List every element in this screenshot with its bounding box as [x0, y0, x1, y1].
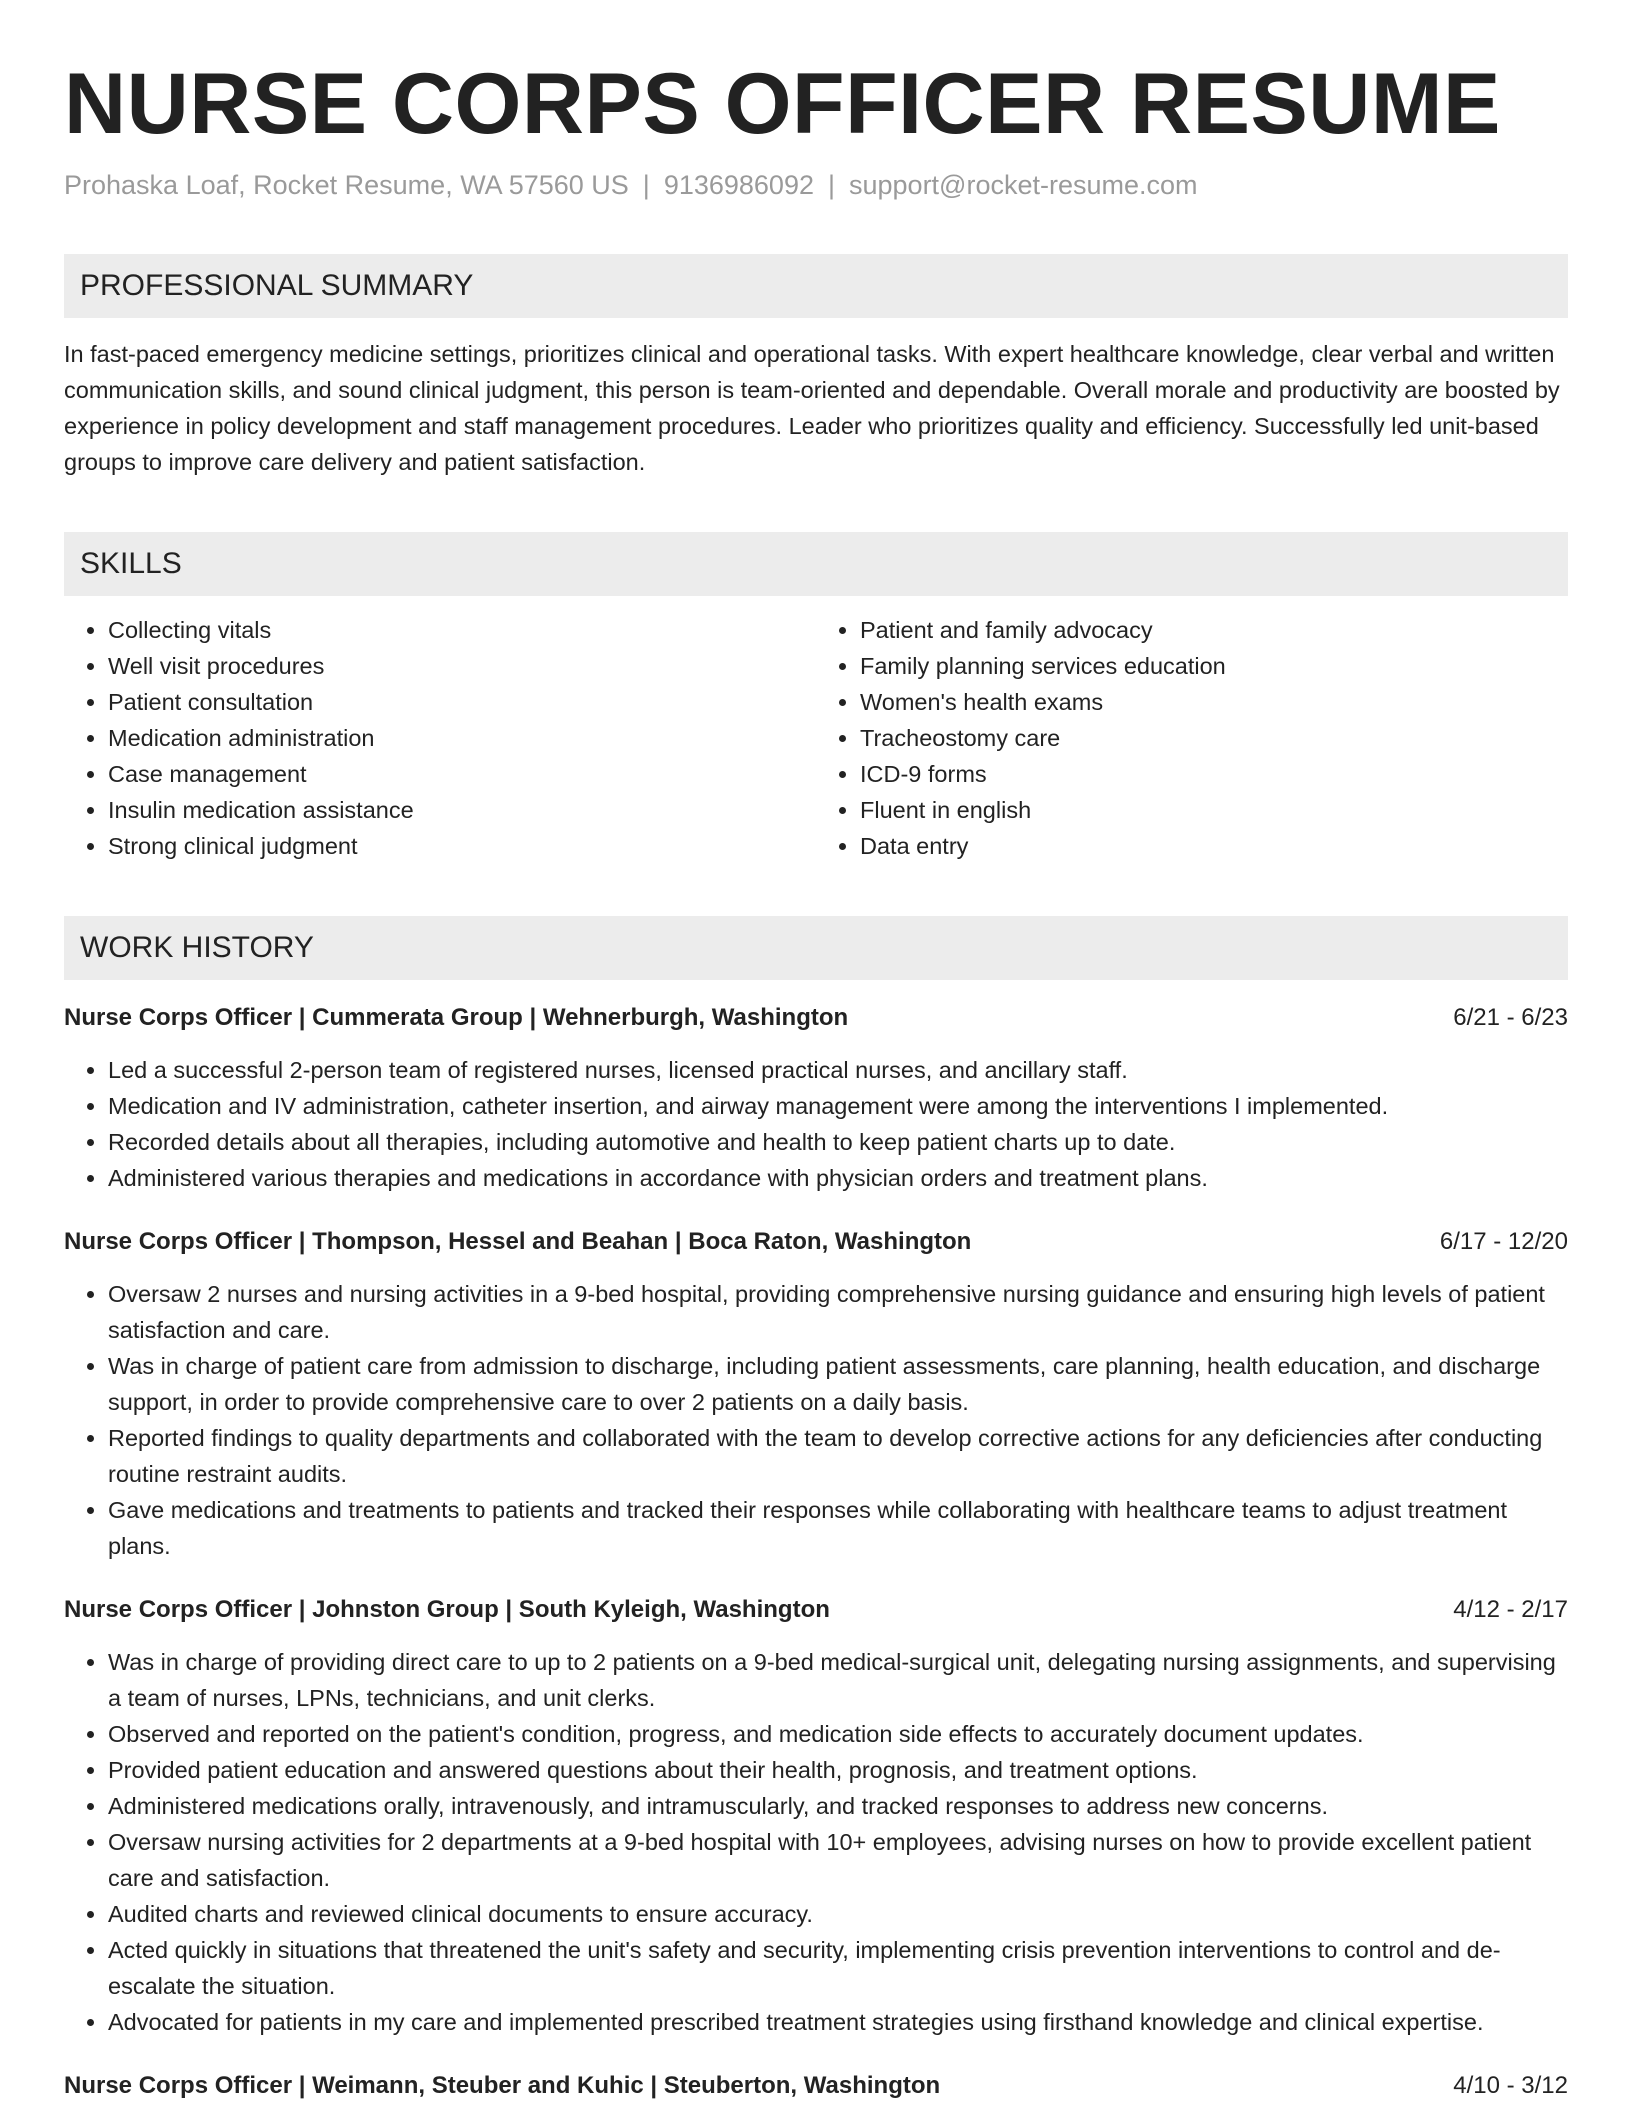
contact-line	[64, 168, 1568, 202]
job-bullet: • Oversaw 2 nurses and nursing activities in a 9-bed hospital, providing comprehensive nursing guidance and ensuring high levels of patient satisfaction and care.	[108, 1276, 1568, 1348]
job-bullet: • Administered various therapies and medications in accordance with physician orders and treatment plans.	[108, 1160, 1568, 1196]
job-bullets	[64, 1052, 1568, 1196]
skill-item: • Medication administration	[108, 720, 816, 756]
skills-column-left	[64, 612, 816, 864]
job-bullet: • Led a successful 2-person team of registered nurses, licensed practical nurses, and ancillary staff.	[108, 1052, 1568, 1088]
contact-separator: |	[642, 170, 650, 200]
contact-address: Prohaska Loaf, Rocket Resume, WA 57560 US	[64, 170, 629, 200]
skill-item: • Data entry	[860, 828, 1568, 864]
skill-item: • Case management	[108, 756, 816, 792]
skill-item: • Strong clinical judgment	[108, 828, 816, 864]
job-entry	[64, 2068, 1568, 2104]
job-bullet: • Gave medications and treatments to patients and tracked their responses while collaborating with healthcare teams to adjust treatment plans.	[108, 1492, 1568, 1564]
job-header	[64, 1224, 1568, 1260]
job-entry	[64, 1224, 1568, 1564]
job-bullet: • Was in charge of patient care from admission to discharge, including patient assessments, care planning, health education, and discharge support, in order to provide comprehensive care to over 2 patients on a daily basis.	[108, 1348, 1568, 1420]
contact-phone: 9136986092	[663, 170, 814, 200]
skill-item: • Insulin medication assistance	[108, 792, 816, 828]
skill-item: • Women's health exams	[860, 684, 1568, 720]
job-dates: 6/17 - 12/20	[1439, 1228, 1568, 1255]
job-dates: 6/21 - 6/23	[1453, 1004, 1568, 1031]
job-bullet: • Was in charge of providing direct care to up to 2 patients on a 9-bed medical-surgical unit, delegating nursing assignments, and supervising a team of nurses, LPNs, technicians, and unit clerks.	[108, 1644, 1568, 1716]
skills-column-right	[816, 612, 1568, 864]
job-heading: Nurse Corps Officer | Cummerata Group | Wehnerburgh, Washington	[64, 1004, 849, 1031]
skill-item: • ICD-9 forms	[860, 756, 1568, 792]
job-bullet: • Acted quickly in situations that threatened the unit's safety and security, implementing crisis prevention interventions to control and de-escalate the situation.	[108, 1932, 1568, 2004]
resume-title: NURSE CORPS OFFICER RESUME	[64, 56, 1501, 152]
job-entry	[64, 1592, 1568, 2040]
section-header-summary: PROFESSIONAL SUMMARY	[64, 254, 1568, 318]
job-bullet: • Observed and reported on the patient's condition, progress, and medication side effects to accurately document updates.	[108, 1716, 1568, 1752]
section-header-skills: SKILLS	[64, 532, 1568, 596]
job-bullet: • Recorded details about all therapies, including automotive and health to keep patient charts up to date.	[108, 1124, 1568, 1160]
job-bullet: • Advocated for patients in my care and implemented prescribed treatment strategies using firsthand knowledge and clinical expertise.	[108, 2004, 1568, 2040]
job-bullet: • Medication and IV administration, catheter insertion, and airway management were among the interventions I implemented.	[108, 1088, 1568, 1124]
job-header	[64, 1000, 1568, 1036]
job-bullets	[64, 1644, 1568, 2040]
job-dates: 4/12 - 2/17	[1453, 1596, 1568, 1623]
job-bullet: • Administered medications orally, intravenously, and intramuscularly, and tracked responses to address new concerns.	[108, 1788, 1568, 1824]
job-header	[64, 1592, 1568, 1628]
job-heading: Nurse Corps Officer | Johnston Group | South Kyleigh, Washington	[64, 1596, 830, 1623]
job-bullet: • Provided patient education and answered questions about their health, prognosis, and treatment options.	[108, 1752, 1568, 1788]
job-bullet: • Oversaw nursing activities for 2 departments at a 9-bed hospital with 10+ employees, advising nurses on how to provide excellent patient care and satisfaction.	[108, 1824, 1568, 1896]
contact-separator: |	[827, 170, 835, 200]
job-bullets	[64, 1276, 1568, 1564]
skill-item: • Well visit procedures	[108, 648, 816, 684]
job-header	[64, 2068, 1568, 2104]
skill-item: • Patient and family advocacy	[860, 612, 1568, 648]
job-heading: Nurse Corps Officer | Thompson, Hessel and Beahan | Boca Raton, Washington	[64, 1228, 972, 1255]
job-heading: Nurse Corps Officer | Weimann, Steuber and Kuhic | Steuberton, Washington	[64, 2072, 941, 2099]
job-bullet: • Reported findings to quality departments and collaborated with the team to develop corrective actions for any deficiencies after conducting routine restraint audits.	[108, 1420, 1568, 1492]
job-entry	[64, 1000, 1568, 1196]
job-bullet: • Audited charts and reviewed clinical documents to ensure accuracy.	[108, 1896, 1568, 1932]
skill-item: • Fluent in english	[860, 792, 1568, 828]
job-dates: 4/10 - 3/12	[1453, 2072, 1568, 2099]
summary-text: In fast-paced emergency medicine settings, prioritizes clinical and operational tasks. With expert healthcare knowledge, clear verbal and written communication skills, and sound clinical judgment, this person is team-oriented and dependable. Overall morale and productivity are boosted by experience in policy development and staff management procedures. Leader who prioritizes quality and efficiency. Successfully led unit-based groups to improve care delivery and patient satisfaction.	[64, 341, 1560, 475]
skill-item: • Tracheostomy care	[860, 720, 1568, 756]
contact-email: support@rocket-resume.com	[849, 170, 1198, 200]
skill-item: • Collecting vitals	[108, 612, 816, 648]
skill-item: • Family planning services education	[860, 648, 1568, 684]
skill-item: • Patient consultation	[108, 684, 816, 720]
skills-list	[64, 612, 1568, 864]
section-header-work-history: WORK HISTORY	[64, 916, 1568, 980]
